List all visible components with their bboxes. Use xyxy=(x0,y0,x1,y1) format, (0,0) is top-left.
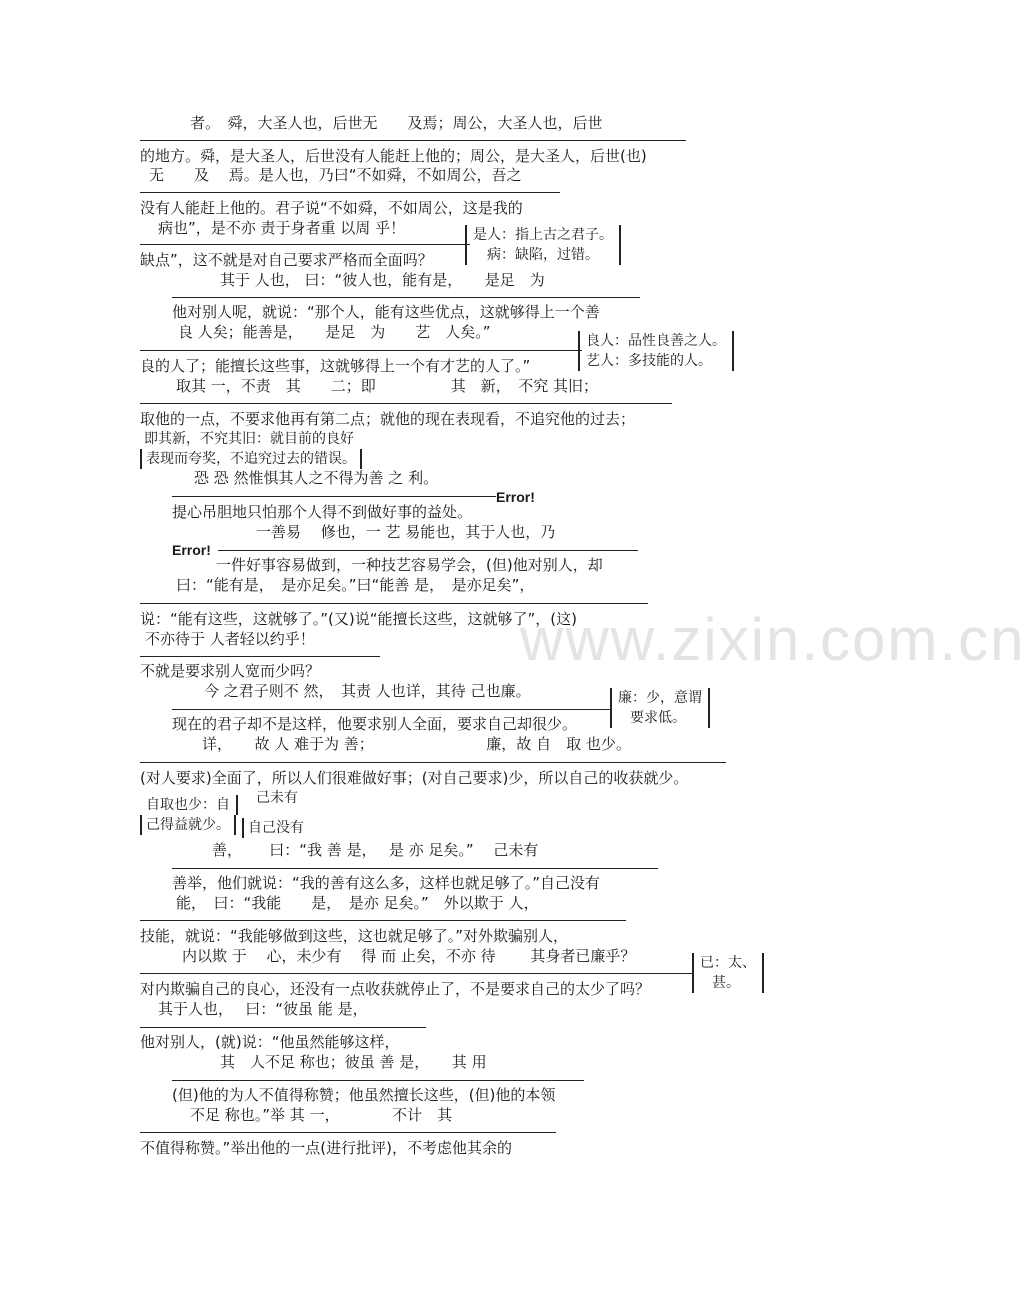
annotation-box xyxy=(140,795,238,815)
annotation-box xyxy=(140,815,236,835)
annotation-text: 己未有 xyxy=(256,790,298,806)
text-line: 技能，就说：“我能够做到这些，这也就足够了。”对外欺骗别人， xyxy=(140,927,569,945)
text-line: (对人要求)全面了，所以人们很难做好事；(对自己要求)少，所以自己的收获就少。 xyxy=(140,769,689,787)
divider xyxy=(218,550,638,551)
text-line: 提心吊胆地只怕那个人得不到做好事的益处。 xyxy=(172,503,473,521)
divider xyxy=(140,140,686,141)
text-line: 其于 人也， 曰：“彼人也，能有是， 是足 为 xyxy=(220,271,545,289)
text-line: 内以欺 于 心，未少有 得 而 止矣，不亦 待 其身者已廉乎？ xyxy=(182,947,636,965)
divider xyxy=(140,192,560,193)
annotation-box xyxy=(692,953,764,993)
annotation-text: 廉：少，意谓 xyxy=(618,690,702,706)
divider xyxy=(140,973,692,974)
annotation-text: 已：太、 xyxy=(700,955,756,971)
text-line: 善， 曰：“我 善 是， 是 亦 足矣。” 己未有 xyxy=(212,841,539,859)
text-line: 缺点”，这不就是对自己要求严格而全面吗？ xyxy=(140,251,433,269)
text-line: 说：“能有这些，这就够了。”(又)说“能擅长这些，这就够了”，(这) xyxy=(140,610,577,628)
annotation-text: 要求低。 xyxy=(630,710,686,726)
annotation-text: 艺人：多技能的人。 xyxy=(586,353,712,369)
text-line: 他对别人，(就)说：“他虽然能够这样， xyxy=(140,1033,400,1051)
annotation-text: 表现而夸奖，不追究过去的错误。 xyxy=(146,451,356,467)
annotation-box xyxy=(242,818,308,838)
annotation-text: 即其新，不究其旧：就目前的良好 xyxy=(144,431,354,447)
divider xyxy=(140,603,648,604)
text-line: 病也”，是不亦 责于身者重 以周 乎！ xyxy=(158,219,406,237)
error-marker: Error! xyxy=(172,542,211,558)
annotation-box xyxy=(465,225,621,265)
text-line: 不就是要求别人宽而少吗？ xyxy=(140,662,321,680)
text-line: 曰：“能有是， 是亦足矣。”曰“能善 是， 是亦足矣”， xyxy=(176,576,535,594)
text-line: 今 之君子则不 然， 其责 人也详，其待 己也廉。 xyxy=(204,682,531,700)
text-line: 不亦待于 人者轻以约乎！ xyxy=(145,630,315,648)
annotation-text: 是人：指上古之君子。 xyxy=(473,227,613,243)
text-line: 没有人能赶上他的。君子说“不如舜，不如周公，这是我的 xyxy=(140,199,523,217)
text-line: 的地方。舜，是大圣人，后世没有人能赶上他的；周公，是大圣人，后世(也) xyxy=(140,147,647,165)
text-line: 一善易 修也，一 艺 易能也，其于人也，乃 xyxy=(256,523,556,541)
divider xyxy=(140,403,672,404)
annotation-text: 甚。 xyxy=(712,975,740,991)
divider xyxy=(140,656,380,657)
text-line: 取其 一，不责 其 二；即 其 新， 不究 其旧； xyxy=(176,377,599,395)
annotation-box xyxy=(610,688,710,728)
annotation-box xyxy=(140,449,362,469)
text-line: 取他的一点，不要求他再有第二点；就他的现在表现看，不追究他的过去； xyxy=(140,410,636,428)
divider xyxy=(172,297,640,298)
divider xyxy=(140,920,626,921)
divider xyxy=(172,496,496,497)
text-line: 无 及 焉。是人也，乃曰“不如舜，不如周公，吾之 xyxy=(149,166,522,184)
text-line: 能， 曰：“我能 是， 是亦 足矣。” 外以欺于 人， xyxy=(176,894,539,912)
text-line: 他对别人呢，就说：“那个人，能有这些优点，这就够得上一个善 xyxy=(172,303,600,321)
text-line: 其 人不足 称也；彼虽 善 是， 其 用 xyxy=(220,1053,487,1071)
text-line: 者。 舜，大圣人也，后世无 及焉；周公，大圣人也，后世 xyxy=(190,114,603,132)
text-line: 一件好事容易做到，一种技艺容易学会，(但)他对别人，却 xyxy=(216,556,603,574)
text-line: 其于人也， 曰：“彼虽 能 是， xyxy=(158,1000,368,1018)
divider xyxy=(172,1080,584,1081)
watermark: www.zixin.com.cn xyxy=(520,606,1025,673)
text-line: 恐 恐 然惟惧其人之不得为善 之 利。 xyxy=(194,469,439,487)
text-line: 良 人矣；能善是， 是足 为 艺 人矣。” xyxy=(178,323,491,341)
divider xyxy=(172,709,610,710)
text-line: 良的人了；能擅长这些事，这就够得上一个有才艺的人了。” xyxy=(140,357,531,375)
text-line: 对内欺骗自己的良心，还没有一点收获就停止了，不是要求自己的太少了吗？ xyxy=(140,980,651,998)
divider xyxy=(140,350,582,351)
text-line: 不值得称赞。”举出他的一点(进行批评)，不考虑他其余的 xyxy=(140,1139,512,1157)
annotation-text: 良人：品性良善之人。 xyxy=(586,333,726,349)
text-line: 不足 称也。”举 其 一， 不计 其 xyxy=(190,1106,453,1124)
divider xyxy=(140,762,726,763)
divider xyxy=(172,868,658,869)
text-line: (但)他的为人不值得称赞；他虽然擅长这些，(但)他的本领 xyxy=(172,1086,556,1104)
text-line: 善举，他们就说：“我的善有这么多，这样也就足够了。”自己没有 xyxy=(172,874,601,892)
text-line: 现在的君子却不是这样，他要求别人全面，要求自己却很少。 xyxy=(172,715,578,733)
divider xyxy=(140,1027,426,1028)
text-line: 详， 故 人 难于为 善； 廉，故 自 取 也少。 xyxy=(202,735,631,753)
error-marker: Error! xyxy=(496,489,535,505)
annotation-text: 自取也少：自 xyxy=(146,797,230,813)
annotation-text: 自己没有 xyxy=(248,820,304,836)
divider xyxy=(140,1132,556,1133)
annotation-box xyxy=(578,331,734,371)
annotation-text: 病：缺陷，过错。 xyxy=(487,247,599,263)
divider xyxy=(140,244,470,245)
annotation-text: 己得益就少。 xyxy=(146,817,230,833)
